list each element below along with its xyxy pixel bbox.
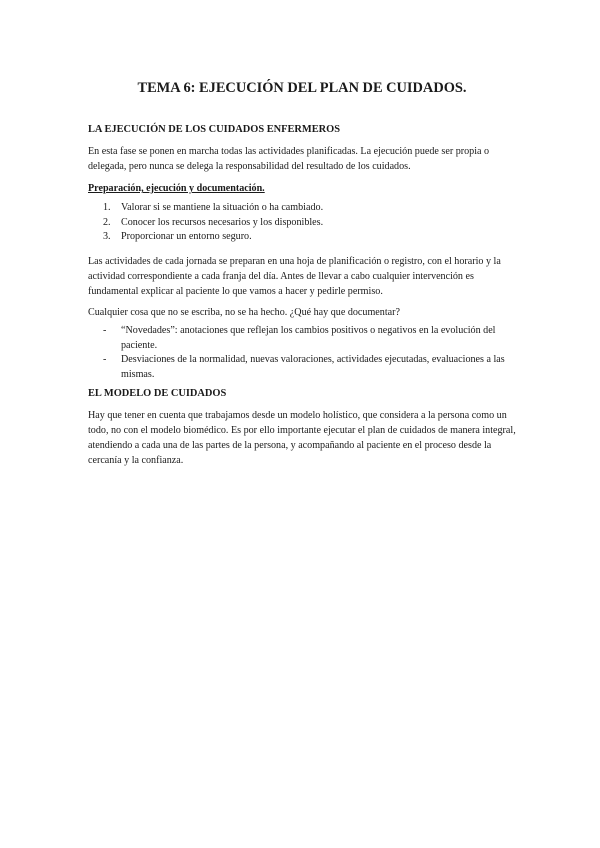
- documentation-list: [88, 324, 516, 382]
- list-item-text: Valorar si se mantiene la situación o ha cambiado.: [121, 202, 324, 213]
- section-heading: EL MODELO DE CUIDADOS: [88, 388, 227, 399]
- dash-bullet: -: [103, 325, 107, 336]
- dash-bullet: -: [103, 354, 107, 365]
- document-title: TEMA 6: EJECUCIÓN DEL PLAN DE CUIDADOS.: [137, 80, 467, 96]
- planning-paragraph-block: [88, 254, 516, 299]
- list-item: [88, 201, 516, 216]
- section-1-intro-block: [88, 144, 516, 174]
- list-item: [88, 216, 516, 231]
- section-2-paragraph-block: [88, 408, 516, 468]
- bullets-block: [88, 324, 516, 382]
- documentation-paragraph-block: [88, 305, 516, 320]
- list-item-number: 1.: [103, 202, 111, 213]
- list-item-text: Desviaciones de la normalidad, nuevas valoraciones, actividades ejecutadas, evaluaciones a las mismas.: [121, 354, 505, 380]
- list-item: [88, 230, 516, 245]
- list-item-text: “Novedades”: anotaciones que reflejan los cambios positivos o negativos en la evolución del paciente.: [121, 325, 496, 351]
- steps-block: [88, 201, 516, 245]
- section-heading: LA EJECUCIÓN DE LOS CUIDADOS ENFERMEROS: [88, 124, 341, 135]
- documentation-question: Cualquier cosa que no se escriba, no se ha hecho. ¿Qué hay que documentar?: [88, 307, 400, 318]
- list-item-text: Proporcionar un entorno seguro.: [121, 231, 252, 242]
- list-item-number: 3.: [103, 231, 111, 242]
- section-1-heading-block: [88, 122, 516, 137]
- list-item-text: Conocer los recursos necesarios y los disponibles.: [121, 216, 324, 228]
- steps-list: [88, 201, 516, 245]
- planning-paragraph: Las actividades de cada jornada se preparan en una hoja de planificación o registro, con el horario y la actividad correspondiente a cada franja del día. Antes de llevar a cabo cualquier intervención es fundamental explicar al paciente lo que vamos a hacer y pedirle permiso.: [88, 256, 501, 297]
- list-item: [88, 324, 516, 353]
- list-item-number: 2.: [103, 216, 111, 228]
- model-paragraph: Hay que tener en cuenta que trabajamos desde un modelo holístico, que considera a la persona como un todo, no con el modelo biomédico. Es por ello importante ejecutar el plan de cuidados de manera integral, atendiendo a cada una de las partes de la persona, y acompañando al paciente en el proceso desde la cercanía y la confianza.: [88, 410, 516, 466]
- list-item: [88, 353, 516, 382]
- subheading-block: [88, 181, 516, 196]
- intro-paragraph: En esta fase se ponen en marcha todas las actividades planificadas. La ejecución puede ser propia o delegada, pero nunca se delega la responsabilidad del resultado de los cuidados.: [88, 146, 490, 172]
- section-2-heading-block: [88, 386, 516, 401]
- subheading: Preparación, ejecución y documentación.: [88, 183, 265, 194]
